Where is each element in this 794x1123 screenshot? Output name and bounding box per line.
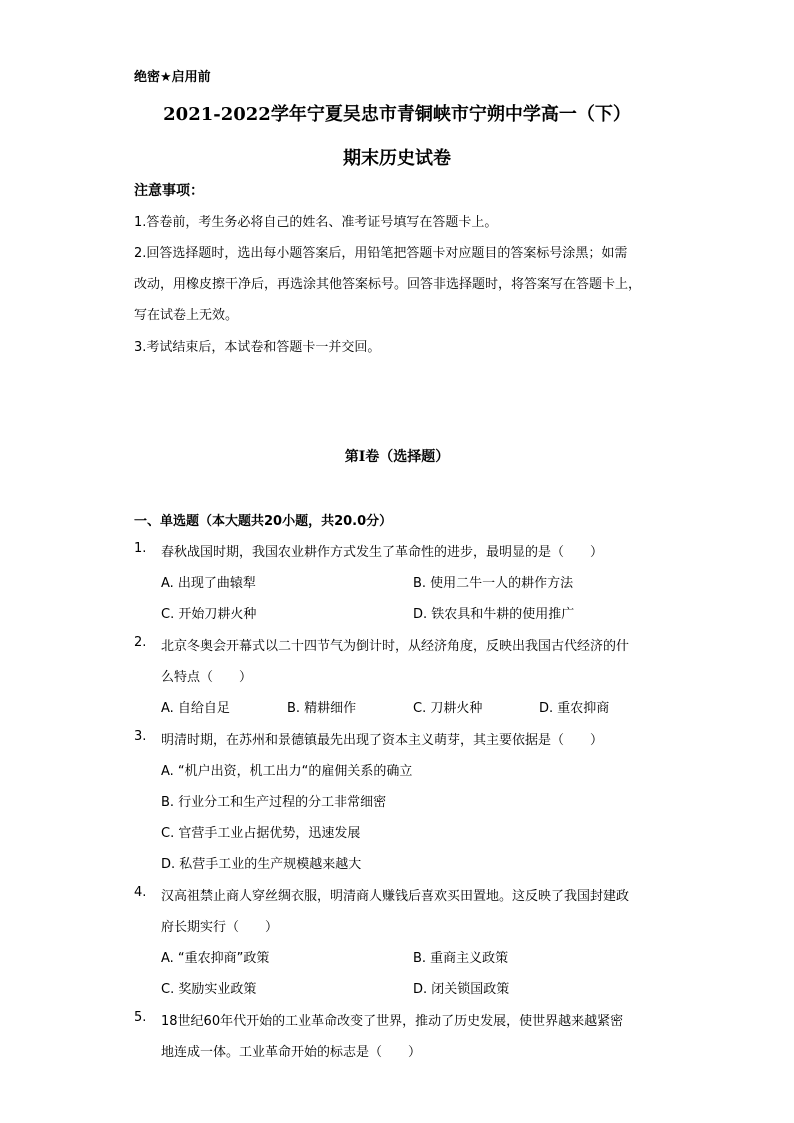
question-text: 18世纪60年代开始的工业革命改变了世界，推动了历史发展，使世界越来越紧密 bbox=[161, 1014, 624, 1029]
notice-heading: 注意事项： bbox=[134, 183, 204, 199]
option-b: B. 使用二牛一人的耕作方法 bbox=[413, 576, 574, 591]
question-number: 5. bbox=[134, 1010, 147, 1025]
option-d: D. 铁农具和牛耕的使用推广 bbox=[413, 607, 575, 622]
option-d: D. 重农抑商 bbox=[539, 701, 610, 716]
question-number: 2. bbox=[134, 635, 147, 650]
option-a: A. “机户出资，机工出力“的雇佣关系的确立 bbox=[161, 764, 413, 779]
secret-label: 绝密★启用前 bbox=[134, 70, 211, 85]
question-text: 明清时期，在苏州和景德镇最先出现了资本主义萌芽，其主要依据是（ ） bbox=[161, 733, 604, 748]
notice-line: 2.回答选择题时，选出每小题答案后，用铅笔把答题卡对应题目的答案标号涂黑；如需 bbox=[134, 246, 628, 261]
option-c: C. 官营手工业占据优势，迅速发展 bbox=[161, 826, 361, 841]
notice-line: 改动，用橡皮擦干净后，再选涂其他答案标号。回答非选择题时，将答案写在答题卡上， bbox=[134, 277, 642, 292]
question-text: 春秋战国时期，我国农业耕作方式发生了革命性的进步，最明显的是（ ） bbox=[161, 545, 604, 560]
exam-title-line1: 2021-2022学年宁夏吴忠市青铜峡市宁朔中学高一（下） bbox=[163, 104, 631, 125]
option-d: D. 私营手工业的生产规模越来越大 bbox=[161, 857, 362, 872]
option-a: A. 出现了曲辕犁 bbox=[161, 576, 256, 591]
notice-line: 写在试卷上无效。 bbox=[134, 308, 239, 323]
section-title: 第I卷（选择题） bbox=[344, 449, 450, 465]
option-b: B. 精耕细作 bbox=[287, 701, 357, 716]
notice-line: 1.答卷前，考生务必将自己的姓名、准考证号填写在答题卡上。 bbox=[134, 215, 498, 230]
option-a: A. “重农抑商”政策 bbox=[161, 951, 270, 966]
notice-line: 3.考试结束后，本试卷和答题卡一并交回。 bbox=[134, 340, 381, 355]
exam-title-line2: 期末历史试卷 bbox=[343, 148, 451, 169]
question-text: 汉高祖禁止商人穿丝绸衣服，明清商人赚钱后喜欢买田置地。这反映了我国封建政 bbox=[161, 889, 630, 904]
option-c: C. 刀耕火种 bbox=[413, 701, 483, 716]
option-c: C. 奖励实业政策 bbox=[161, 982, 257, 997]
question-text: 么特点（ ） bbox=[161, 670, 253, 685]
question-number: 1. bbox=[134, 541, 147, 556]
option-b: B. 行业分工和生产过程的分工非常细密 bbox=[161, 795, 387, 810]
question-number: 3. bbox=[134, 729, 147, 744]
option-a: A. 自给自足 bbox=[161, 701, 230, 716]
question-number: 4. bbox=[134, 885, 147, 900]
option-d: D. 闭关锁国政策 bbox=[413, 982, 510, 997]
part-title: 一、单选题（本大题共20小题，共20.0分） bbox=[134, 514, 393, 529]
question-text: 地连成一体。工业革命开始的标志是（ ） bbox=[161, 1045, 422, 1060]
option-c: C. 开始刀耕火种 bbox=[161, 607, 257, 622]
question-text: 府长期实行（ ） bbox=[161, 920, 279, 935]
option-b: B. 重商主义政策 bbox=[413, 951, 509, 966]
question-text: 北京冬奥会开幕式以二十四节气为倒计时，从经济角度，反映出我国古代经济的什 bbox=[161, 639, 630, 654]
